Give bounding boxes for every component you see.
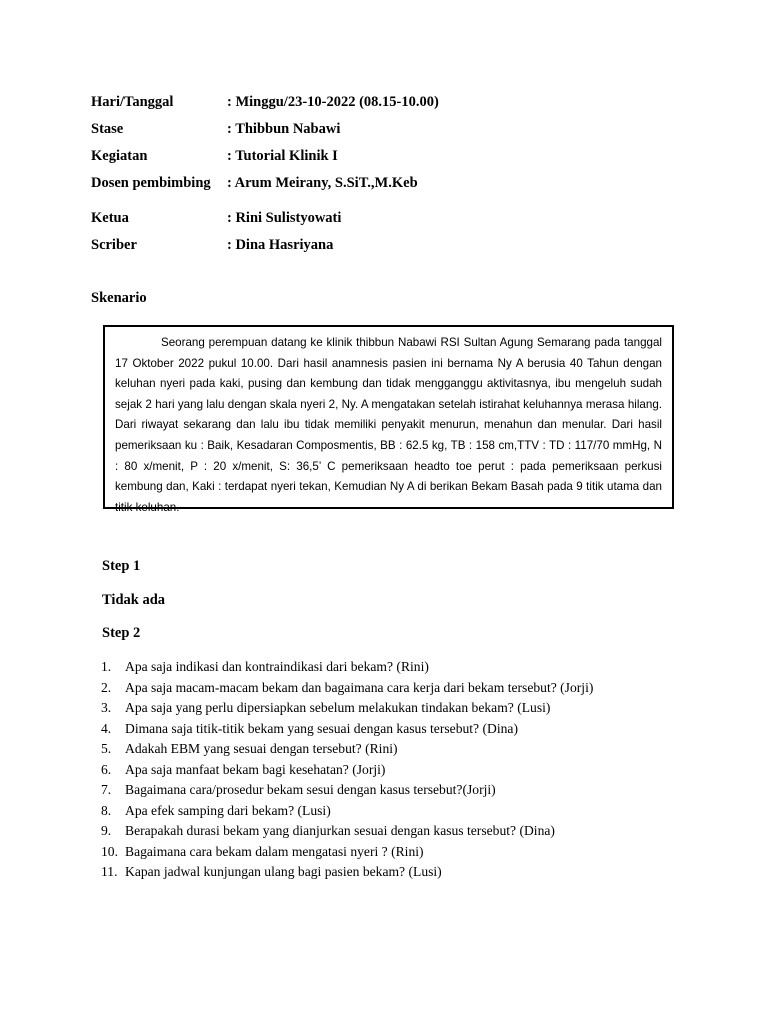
info-row-stase <box>91 119 691 146</box>
info-row-kegiatan <box>91 146 691 173</box>
info-value: : Arum Meirany, S.SiT.,M.Keb <box>227 175 418 191</box>
question-number: 6. <box>101 761 112 777</box>
info-value: : Tutorial Klinik I <box>227 148 338 164</box>
question-text: Bagaimana cara/prosedur bekam sesui dengan kasus tersebut?(Jorji) <box>125 782 496 797</box>
list-item <box>101 739 593 760</box>
list-item <box>101 760 593 781</box>
step1-heading: Step 1 <box>102 558 141 574</box>
question-number: 11. <box>101 864 118 879</box>
question-list <box>101 657 593 883</box>
question-number: 9. <box>101 823 112 838</box>
question-text: Apa saja manfaat bekam bagi kesehatan? (Jorji) <box>125 761 386 777</box>
scenario-box <box>103 325 674 514</box>
header-info <box>91 92 691 262</box>
info-value: : Rini Sulistyowati <box>227 210 342 226</box>
question-text: Bagaimana cara bekam dalam mengatasi nyeri ? (Rini) <box>125 843 424 859</box>
question-number: 5. <box>101 741 112 756</box>
question-text: Apa efek samping dari bekam? (Lusi) <box>125 802 331 818</box>
info-label: Hari/Tanggal <box>91 94 174 110</box>
list-item <box>101 657 593 678</box>
info-row-dosen <box>91 173 691 200</box>
question-number: 10. <box>101 843 118 859</box>
info-row-scriber <box>91 235 691 262</box>
scenario-text: Seorang perempuan datang ke klinik thibbun Nabawi RSI Sultan Agung Semarang pada tanggal 17 Oktober 2022 pukul 10.00. Dari hasil anamnesis pasien ini bernama Ny A berusia 40 Tahun dengan keluhan nyeri pada kaki, pusing dan kembung dan tidak mengganggu aktivitasnya, ibu mengeluh sudah sejak 2 hari yang lalu dengan skala nyeri 2, Ny. A mengatakan setelah istirahat keluhannya merasa hilang. Dari riwayat sekarang dan lalu ibu tidak memiliki penyakit menurun, menahun dan menular. Dari hasil pemeriksaan ku : Baik, Kesadaran Composmentis, BB : 62.5 kg, TB : 158 cm,TTV : TD : 117/70 mmHg, N : 80 x/menit, P : 20 x/menit, S: 36,5’ C pemeriksaan headto toe perut : pada pemeriksaan perkusi kembung dan, Kaki : terdapat nyeri tekan, Kemudian Ny A di berikan Bekam Basah pada 9 titik utama dan titik keluhan. <box>115 336 662 514</box>
question-text: Apa saja macam-macam bekam dan bagaimana cara kerja dari bekam tersebut? (Jorji) <box>125 679 594 695</box>
question-text: Apa saja yang perlu dipersiapkan sebelum melakukan tindakan bekam? (Lusi) <box>125 700 551 715</box>
step1-text: Tidak ada <box>102 592 166 608</box>
info-value: : Dina Hasriyana <box>227 237 334 253</box>
info-label: Ketua <box>91 210 129 226</box>
info-row-hari-tanggal <box>91 92 691 119</box>
list-item <box>101 698 593 719</box>
info-value: : Minggu/23-10-2022 (08.15-10.00) <box>227 94 439 110</box>
list-item <box>101 801 593 822</box>
info-label: Stase <box>91 121 124 137</box>
list-item <box>101 821 593 842</box>
question-number: 4. <box>101 720 112 736</box>
question-number: 8. <box>101 802 112 818</box>
question-number: 1. <box>101 659 112 674</box>
skenario-heading: Skenario <box>91 290 147 306</box>
question-text: Adakah EBM yang sesuai dengan tersebut? (Rini) <box>125 741 398 756</box>
info-label: Dosen pembimbing <box>91 175 211 191</box>
info-value: : Thibbun Nabawi <box>227 121 341 137</box>
question-number: 3. <box>101 700 112 715</box>
list-item <box>101 719 593 740</box>
info-row-ketua <box>91 208 691 235</box>
question-number: 7. <box>101 782 112 797</box>
question-text: Kapan jadwal kunjungan ulang bagi pasien bekam? (Lusi) <box>125 864 442 879</box>
list-item <box>101 678 593 699</box>
question-number: 2. <box>101 679 112 695</box>
question-text: Apa saja indikasi dan kontraindikasi dari bekam? (Rini) <box>125 659 429 674</box>
list-item <box>101 780 593 801</box>
info-label: Kegiatan <box>91 148 148 164</box>
list-item <box>101 862 593 883</box>
question-text: Dimana saja titik-titik bekam yang sesuai dengan kasus tersebut? (Dina) <box>125 720 518 736</box>
info-label: Scriber <box>91 237 137 253</box>
list-item <box>101 842 593 863</box>
step2-heading: Step 2 <box>102 625 141 641</box>
question-text: Berapakah durasi bekam yang dianjurkan sesuai dengan kasus tersebut? (Dina) <box>125 823 555 838</box>
